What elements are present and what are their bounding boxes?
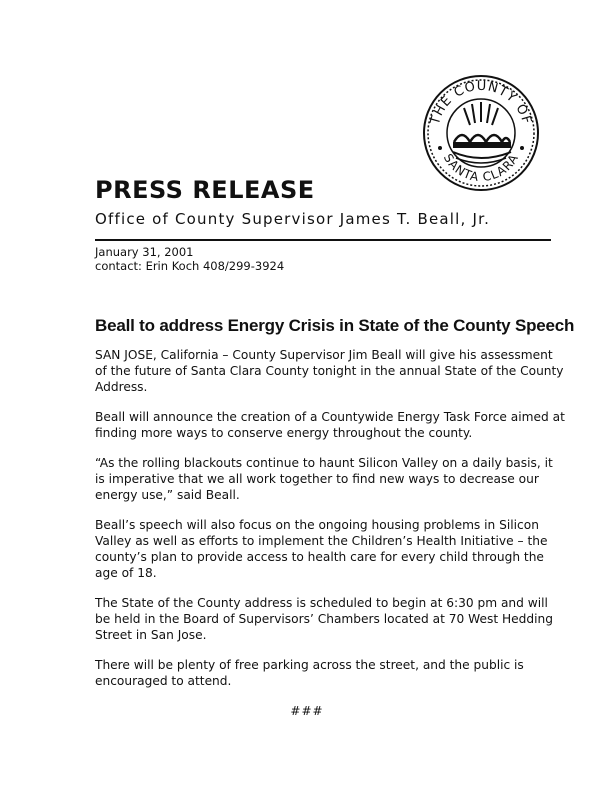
paragraph: SAN JOSE, California – County Supervisor Jim Beall will give his assessment of the future of Santa Clara County tonight in the annual State of the County Address. [95,348,564,394]
body-text [95,347,565,703]
svg-text:SANTA CLARA: SANTA CLARA [440,151,522,185]
paragraph: Beall will announce the creation of a Countywide Energy Task Force aimed at finding more ways to conserve energy throughout the county. [95,410,565,440]
press-release-title: PRESS RELEASE [95,176,315,204]
release-date: January 31, 2001 [95,245,194,259]
office-subtitle: Office of County Supervisor James T. Beall, Jr. [95,210,491,228]
paragraph: There will be plenty of free parking across the street, and the public is encouraged to attend. [95,658,524,688]
contact-line: contact: Erin Koch 408/299-3924 [95,259,285,273]
svg-text:THE COUNTY OF: THE COUNTY OF [427,78,535,127]
paragraph: Beall’s speech will also focus on the ongoing housing problems in Silicon Valley as well as efforts to implement the Children’s Health Initiative – the county’s plan to provide access to health care for every child through the age of 18. [95,518,548,580]
county-seal [420,72,542,194]
paragraph: The State of the County address is scheduled to begin at 6:30 pm and will be held in the Board of Supervisors’ Chambers located at 70 West Hedding Street in San Jose. [95,596,553,642]
header-rule [95,239,551,241]
paragraph: “As the rolling blackouts continue to haunt Silicon Valley on a daily basis, it is imperative that we all work together to find new ways to decrease our energy use,” said Beall. [95,456,553,502]
end-mark: ### [290,704,324,718]
headline: Beall to address Energy Crisis in State of the County Speech [95,316,575,335]
release-meta [95,245,284,273]
county-seal-icon [420,72,542,194]
